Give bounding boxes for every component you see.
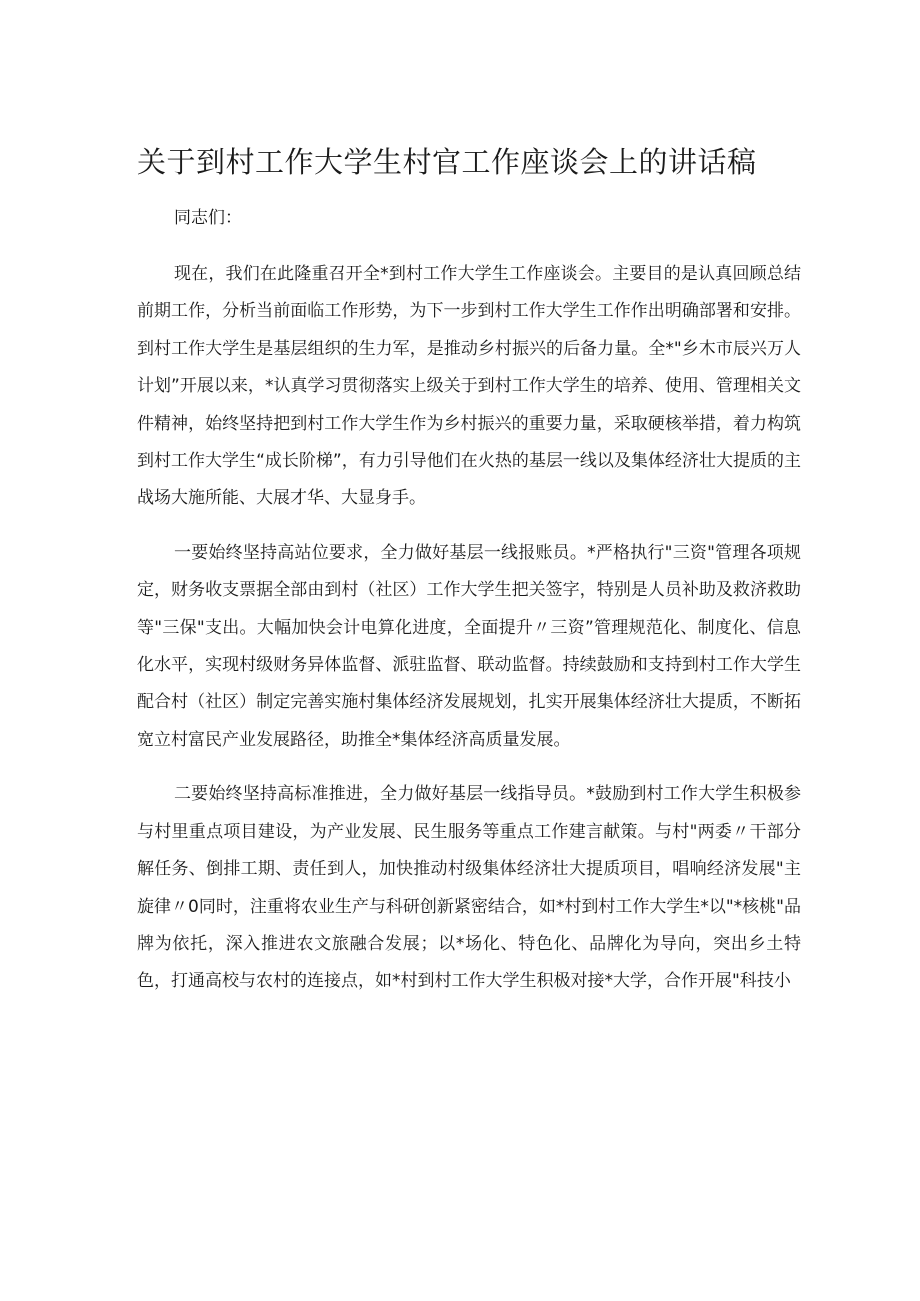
paragraph-point-one: 一要始终坚持高站位要求，全力做好基层一线报账员。*严格执行"三资"管理各项规定，财务收支票据全部由到村（社区）工作大学生把关签字，特别是人员补助及救济救助等"三保"支出。大幅加快会计电算化进度，全面提升〃三资”管理规范化、制度化、信息化水平，实现村级财务异体监督、派驻监督、联动监督。持续鼓励和支持到村工作大学生配合村（社区）制定完善实施村集体经济发展规划，扎实开展集体经济壮大提质，不断拓宽立村富民产业发展路径，助推全*集体经济高质量发展。 <box>137 542 801 750</box>
salutation: 同志们： <box>174 208 242 228</box>
paragraph-intro: 现在，我们在此隆重召开全*到村工作大学生工作座谈会。主要目的是认真回顾总结前期工作，分析当前面临工作形势，为下一步到村工作大学生工作作出明确部署和安排。到村工作大学生是基层组织的生力军，是推动乡村振兴的后备力量。全*"乡木市辰兴万人计划”开展以来，*认真学习贯彻落实上级关于到村工作大学生的培养、使用、管理相关文件精神，始终坚持把到村工作大学生作为乡村振兴的重要力量，采取硬核举措，着力构筑到村工作大学生“成长阶梯”，有力引导他们在火热的基层一线以及集体经济壮大提质的主战场大施所能、大展才华、大显身手。 <box>137 264 801 509</box>
document-title: 关于到村工作大学生村官工作座谈会上的讲话稿 <box>137 145 757 179</box>
paragraph-point-two: 二要始终坚持高标准推进，全力做好基层一线指导员。*鼓励到村工作大学生积极参与村里重点项目建设，为产业发展、民生服务等重点工作建言献策。与村"两委〃干部分解任务、倒排工期、责任到人，加快推动村级集体经济壮大提质项目，唱响经济发展"主旋律〃0同时，注重将农业生产与科研创新紧密结合，如*村到村工作大学生*以"*核桃"品牌为依托，深入推进农文旅融合发展；以*场化、特色化、品牌化为导向，突出乡土特色，打通高校与农村的连接点，如*村到村工作大学生积极对接*大学，合作开展"科技小 <box>137 784 801 992</box>
document-body <box>137 198 801 1018</box>
